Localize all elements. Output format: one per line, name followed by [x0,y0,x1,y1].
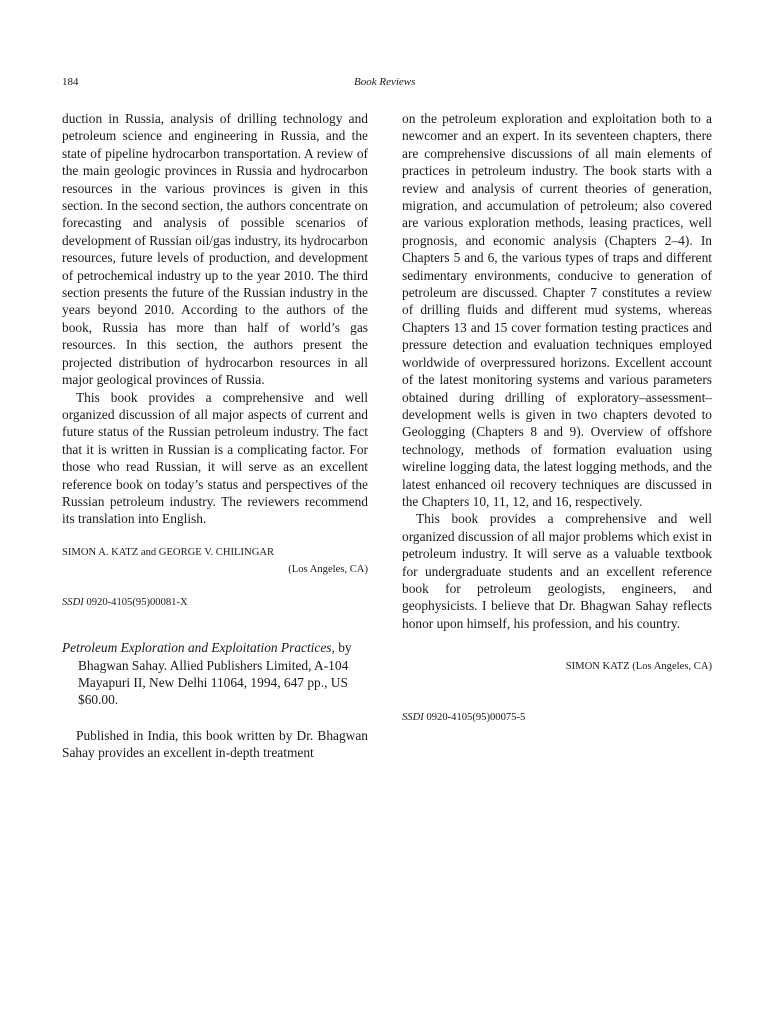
ssdi-identifier [402,709,712,726]
book-citation [62,639,368,709]
page-number: 184 [62,76,79,88]
left-column [62,110,368,762]
book-title: Petroleum Exploration and Exploitation Practices, [62,640,335,656]
right-column [402,110,712,727]
signature-location: (Los Angeles, CA) [288,563,368,575]
review-opening-paragraph: Published in India, this book written by Dr. Bhagwan Sahay provides an excellent in-depth treatment [62,727,368,761]
review-continuation-paragraph: duction in Russia, analysis of drilling technology and petroleum science and engineering in Russia, and the state of pipeline hydrocarbon transportation. A review of the main geologic provinces in Russia and hydrocarbon resources in the various provinces is given in this section. In the second section, the authors concentrate on forecasting and analysis of possible scenarios of development of Russian oil/gas industry, its hydrocarbon resources, future levels of production, and development of petrochemical industry up to the year 2010. The third section presents the future of the Russian industry in the years beyond 2010. According to the authors of the book, Russia has more than half of world’s gas resources. In this section, the authors present the projected distribution of hydrocarbon resources in all major geological provinces of Russia. [62,111,368,388]
section-title: Book Reviews [354,76,416,88]
review-conclusion-paragraph: This book provides a comprehensive and well organized discussion of all major aspects of current and future status of the Russian petroleum industry. The fact that it is written in Russian is a complicating factor. For those who read Russian, it will serve as an excellent reference book on today’s status and perspectives of the Russian petroleum industry. The reviewers recommend its translation into English. [62,389,368,527]
ssdi-label: SSDI [62,596,84,608]
review-conclusion-paragraph: This book provides a comprehensive and well organized discussion of all major problems which exist in petroleum industry. It will serve as a valuable textbook for undergraduate students and an excellent reference book for petroleum geologists, engineers, and geophysicists. I believe that Dr. Bhagwan Sahay reflects honor upon himself, his profession, and his country. [402,511,712,631]
running-head [62,76,712,92]
ssdi-code: 0920-4105(95)00075-5 [426,712,526,724]
signature-names: SIMON A. KATZ and GEORGE V. CHILINGAR [62,546,275,558]
review-signature: SIMON KATZ (Los Angeles, CA) [565,661,712,673]
ssdi-code: 0920-4105(95)00081-X [86,596,188,608]
review-signature [62,544,368,578]
book-details: by Bhagwan Sahay. Allied Publishers Limited, A-104 Mayapuri II, New Delhi 11064, 1994, 647 pp., US $60.00. [78,640,352,708]
ssdi-label: SSDI [402,712,424,724]
review-body-paragraph: on the petroleum exploration and exploitation both to a newcomer and an expert. In its seventeen chapters, there are comprehensive discussions of all main elements of practices in petroleum industry. The book starts with a review and analysis of current theories of generation, migration, and accumulation of petroleum; also covered are various exploration methods, leasing practices, well prognosis, and economic analysis (Chapters 2–4). In Chapters 5 and 6, the various types of traps and different sedimentary environments, conducive to generation of petroleum are discussed. Chapter 7 constitutes a review of drilling fluids and different mud systems, whereas Chapters 13 and 15 cover formation testing practices and pressure detection and evaluation techniques employed worldwide of overpressured horizons. Excellent account of the latest monitoring systems and various parameters obtained during drilling of exploratory–assessment–development wells is given in two chapters devoted to Geologging (Chapters 8 and 9). Overview of offshore technology, methods of formation evaluation using wireline logging data, the latest logging methods, and the latest enhanced oil recovery techniques are discussed in the Chapters 10, 11, 12, and 16, respectively. [402,111,712,509]
ssdi-identifier [62,594,368,611]
